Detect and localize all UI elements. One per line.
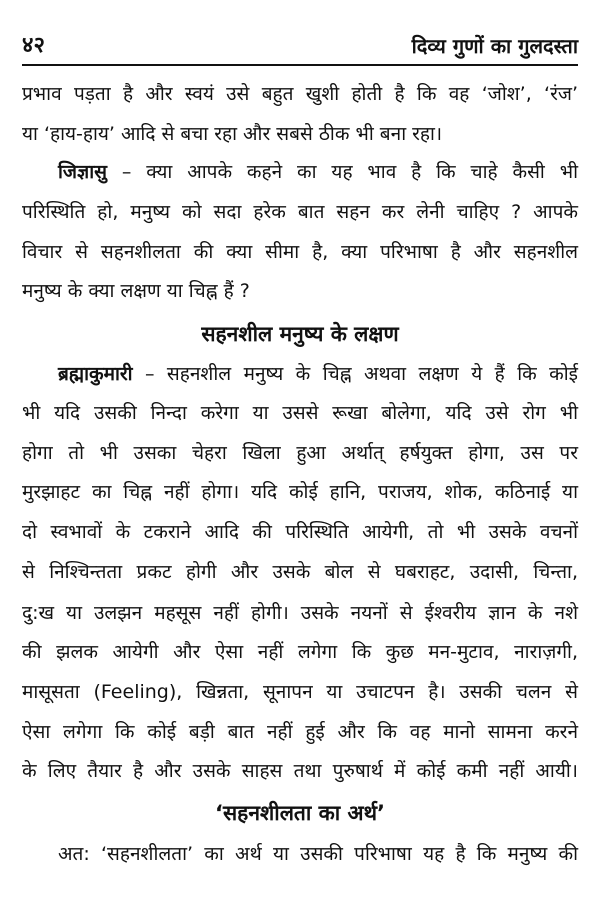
text-line: होगा तो भी उसका चेहरा खिला हुआ अर्थात् हर्षयुक्त होगा, उस पर [22, 442, 578, 464]
text-line: प्रभाव पड़ता है और स्वयं उसे बहुत खुशी होती है कि वह ‘जोश’, ‘रंज’ [22, 83, 578, 105]
page-header [22, 30, 578, 66]
text-line: के लिए तैयार है और उसके साहस तथा पुरुषार्थ में कोई कमी नहीं आयी। [22, 760, 578, 782]
text-line: मासूसता (Feeling), खिन्नता, सूनापन या उचाटपन है। उसकी चलन से [22, 681, 578, 703]
page-number: ४२ [22, 33, 45, 58]
dialogue-text: – सहनशील मनुष्य के चिह्न अथवा लक्षण ये हैं कि कोई [132, 363, 578, 385]
speaker-name: ब्रह्माकुमारी [58, 363, 133, 385]
text-line: ऐसा लगेगा कि कोई बड़ी बात नहीं हुई और कि वह मानो सामना करने [22, 721, 578, 743]
dialogue-text: – क्या आपके कहने का यह भाव है कि चाहे कैसी भी [106, 161, 578, 183]
text-line: दु:ख या उलझन महसूस नहीं होगी। उसके नयनों से ईश्वरीय ज्ञान के नशे [22, 602, 578, 624]
text-line: या ‘हाय-हाय’ आदि से बचा रहा और सबसे ठीक भी बना रहा। [22, 123, 443, 145]
text-line: मनुष्य के क्या लक्षण या चिह्न हैं ? [22, 280, 250, 302]
section-heading: सहनशील मनुष्य के लक्षण [201, 322, 399, 346]
text-line: परिस्थिति हो, मनुष्य को सदा हरेक बात सहन कर लेनी चाहिए ? आपके [22, 201, 578, 223]
text-line: की झलक आयेगी और ऐसा नहीं लगेगा कि कुछ मन-मुटाव, नाराज़गी, [22, 641, 578, 663]
speaker-name: जिज्ञासु [58, 161, 107, 183]
text-line: दो स्वभावों के टकराने आदि की परिस्थिति आयेगी, तो भी उसके वचनों [22, 521, 578, 543]
text-line: विचार से सहनशीलता की क्या सीमा है, क्या परिभाषा है और सहनशील [22, 241, 578, 263]
text-line: मुरझाहट का चिह्न नहीं होगा। यदि कोई हानि, पराजय, शोक, कठिनाई या [22, 481, 578, 503]
text-line: से निश्चिन्तता प्रकट होगी और उसके बोल से घबराहट, उदासी, चिन्ता, [22, 561, 578, 583]
running-title: दिव्य गुणों का गुलदस्ता [411, 34, 578, 58]
dialogue-line [22, 163, 578, 182]
text-line: अत: ‘सहनशीलता’ का अर्थ या उसकी परिभाषा यह है कि मनुष्य की [58, 843, 578, 865]
dialogue-line [22, 365, 578, 384]
text-line: भी यदि उसकी निन्दा करेगा या उससे रूखा बोलेगा, यदि उसे रोग भी [22, 402, 578, 424]
section-heading: ‘सहनशीलता का अर्थ’ [215, 801, 385, 825]
